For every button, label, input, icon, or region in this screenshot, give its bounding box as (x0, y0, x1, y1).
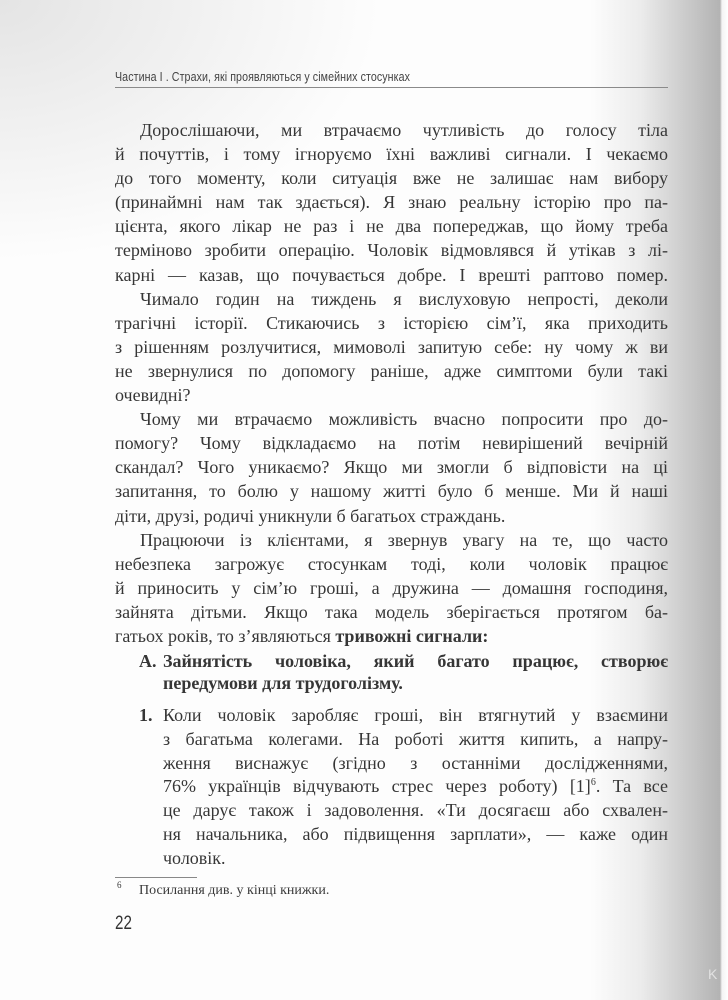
text-line: це дарує також і задоволення. «Ти досягаєш або схвален- (163, 800, 668, 821)
text-line: з багатьма колегами. На роботі життя кипить, а напру- (163, 728, 668, 749)
text-line: ня начальника, або підвищення зарплати», — каже один (163, 824, 668, 845)
text-line: запитання, то болю у нашому житті було б менше. Ми й наші (115, 481, 668, 502)
text-line: небезпека загрожує стосункам тоді, коли чоловік працює (115, 553, 668, 574)
text-line: Дорослішаючи, ми втрачаємо чутливість до голосу тіла (140, 120, 668, 140)
text-line: Чимало годин на тиждень я вислуховую непрості, деколи (140, 288, 668, 309)
text-line: передумови для трудоголізму. (163, 672, 403, 693)
body-text (115, 118, 668, 871)
text-line: терміново зробити операцію. Чоловік відмовлявся й утікав з лі- (115, 240, 668, 261)
footnote-text: Посилання див. у кінці книжки. (139, 883, 330, 898)
text-line: цієнта, якого лікар не раз і не два попереджав, що йому треба (115, 216, 668, 237)
text-line: ження виснажує (згідно з останніми дослідженнями, (163, 752, 668, 773)
paragraph-4 (115, 528, 668, 648)
text-line: Зайнятість чоловіка, який багато працює, створює (163, 651, 668, 672)
text-line: скандал? Чого уникаємо? Якщо ми змогли б відповісти на ці (115, 457, 668, 478)
page-number: 22 (115, 913, 132, 934)
list-item-a (115, 651, 668, 694)
footnote-rule (115, 877, 197, 878)
text-line: Чому ми втрачаємо можливість вчасно попросити про до- (140, 409, 668, 430)
text-line: помогу? Чому відкладаємо на потім невирішений вечірній (115, 433, 668, 454)
text-plain: гатьох років, то з’являються (115, 625, 336, 646)
text-plain: 76% українців відчувають стрес через роботу) [1] (163, 776, 591, 797)
list-marker: А. (139, 651, 157, 672)
text-line (163, 775, 668, 799)
text-line: Працюючи із клієнтами, я звернув увагу на те, що часто (140, 529, 668, 550)
text-line: з рішенням розлучитися, мимоволі запитую себе: ну чому ж ви (115, 336, 668, 357)
list-item-1 (115, 704, 668, 871)
text-line: до того моменту, коли ситуація вже не залишає нам вибору (115, 168, 668, 189)
text-line: не звернулися по допомогу раніше, адже симптоми були такі (115, 360, 668, 381)
paragraph-1 (115, 118, 668, 287)
text-plain: . Та все (595, 776, 668, 797)
watermark-logo: K (708, 966, 718, 982)
text-line: очевидні? (115, 385, 191, 406)
text-line: (принаймні нам так здається). Я знаю реальну історію про па- (115, 192, 668, 213)
header-rule (115, 87, 668, 88)
list-marker: 1. (139, 705, 153, 726)
paragraph-2 (115, 287, 668, 407)
text-line: зайнята дітьми. Якщо така модель зберігається протягом ба- (115, 601, 668, 622)
text-line: чоловік. (163, 847, 226, 868)
text-line: Коли чоловік заробляє гроші, він втягнутий у взаємини (163, 705, 668, 726)
text-line: й приносить у сім’ю гроші, а дружина — домашня господиня, (115, 577, 668, 598)
running-head: Частина І . Страхи, які проявляються у сімейних стосунках (115, 69, 411, 84)
paragraph-3 (115, 407, 668, 527)
text-line: й почуттів, і тому ігноруємо їхні важливі сигнали. І чекаємо (115, 144, 668, 165)
footnote-mark: 6 (117, 880, 122, 890)
emphasis-alarm-signals: тривожні сигнали: (335, 625, 489, 646)
text-line (115, 624, 668, 648)
text-line: діти, друзі, родичі уникнули б багатьох страждань. (115, 505, 506, 526)
text-line: трагічні історії. Стикаючись з історією сім’ї, яка приходить (115, 312, 668, 333)
footnote-reference[interactable]: 6 (590, 777, 596, 789)
text-line: карні — казав, що почувається добре. І врешті раптово помер. (115, 264, 668, 285)
